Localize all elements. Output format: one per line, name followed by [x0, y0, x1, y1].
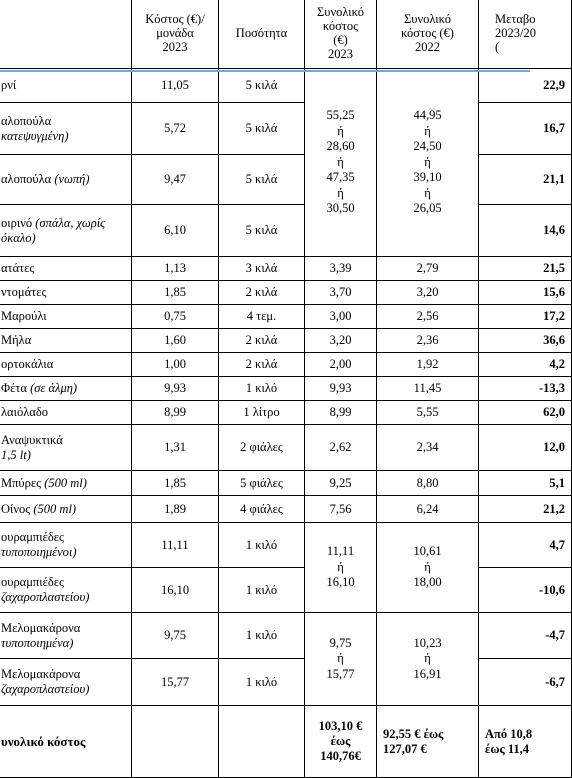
row-product: αλοπούλα (νωπή)	[0, 155, 132, 205]
table-row	[0, 471, 572, 496]
row-quantity: 1 κιλό	[219, 659, 305, 706]
row-total-2023: 2,00	[305, 353, 377, 377]
row-unit-cost: 1,00	[132, 353, 219, 377]
group-meat-total-2023: 55,25 ή 28,60 ή 47,35 ή 30,50	[305, 69, 377, 257]
row-change: 22,9	[479, 69, 572, 103]
row-total-2022: 2,34	[377, 425, 479, 471]
row-total-2023: 3,20	[305, 329, 377, 353]
row-quantity: 1 κιλό	[219, 523, 305, 568]
header-row	[0, 0, 572, 69]
row-quantity: 1 κιλό	[219, 613, 305, 659]
row-total-2022: 2,56	[377, 305, 479, 329]
row-change: 14,6	[479, 205, 572, 257]
row-change: -4,7	[479, 613, 572, 659]
row-unit-cost: 1,31	[132, 425, 219, 471]
row-total-2022: 1,92	[377, 353, 479, 377]
total-change: Από 10,8 έως 11,4	[479, 706, 572, 778]
total-empty-qty	[219, 706, 305, 778]
row-quantity: 2 κιλά	[219, 281, 305, 305]
row-unit-cost: 1,85	[132, 471, 219, 496]
group-kourabiedes-total-2023: 11,11 ή 16,10	[305, 523, 377, 613]
group-kourabiedes-total-2022: 10,61 ή 18,00	[377, 523, 479, 613]
row-total-2022: 8,80	[377, 471, 479, 496]
row-quantity: 5 κιλά	[219, 155, 305, 205]
row-change: -10,6	[479, 568, 572, 613]
row-change: 62,0	[479, 401, 572, 425]
header-total-2023: Συνολικό κόστος (€) 2023	[305, 0, 377, 69]
total-row	[0, 706, 572, 778]
row-unit-cost: 9,93	[132, 377, 219, 401]
row-total-2023: 3,39	[305, 257, 377, 281]
row-total-2023: 9,25	[305, 471, 377, 496]
table-row	[0, 69, 572, 103]
row-product: Φέτα (σε άλμη)	[0, 377, 132, 401]
header-quantity: Ποσότητα	[219, 0, 305, 69]
row-unit-cost: 8,99	[132, 401, 219, 425]
table-row	[0, 353, 572, 377]
total-cost-2022: 92,55 € έως 127,07 €	[377, 706, 479, 778]
row-total-2023: 8,99	[305, 401, 377, 425]
table-row	[0, 377, 572, 401]
row-unit-cost: 6,10	[132, 205, 219, 257]
row-product: οιρινό (σπάλα, χωρίς όκαλο)	[0, 205, 132, 257]
row-quantity: 5 κιλά	[219, 103, 305, 155]
table-row	[0, 205, 572, 257]
row-unit-cost: 0,75	[132, 305, 219, 329]
row-quantity: 2 κιλά	[219, 329, 305, 353]
table-row	[0, 305, 572, 329]
row-unit-cost: 1,85	[132, 281, 219, 305]
row-product: Οίνος (500 ml)	[0, 496, 132, 523]
table-row	[0, 496, 572, 523]
row-total-2023: 3,00	[305, 305, 377, 329]
row-quantity: 2 φιάλες	[219, 425, 305, 471]
header-total-2022: Συνολικό κόστος (€) 2022	[377, 0, 479, 69]
row-change: 17,2	[479, 305, 572, 329]
row-change: 21,5	[479, 257, 572, 281]
group-melomakarona-total-2023: 9,75 ή 15,77	[305, 613, 377, 706]
row-total-2022: 2,79	[377, 257, 479, 281]
row-product: Μελομακάρονα τυποποιημένα)	[0, 613, 132, 659]
header-product	[0, 0, 132, 69]
row-total-2023: 7,56	[305, 496, 377, 523]
row-change: 15,6	[479, 281, 572, 305]
row-total-2023: 3,70	[305, 281, 377, 305]
row-product: ατάτες	[0, 257, 132, 281]
row-total-2023: 2,62	[305, 425, 377, 471]
total-empty-unit	[132, 706, 219, 778]
row-product: Μπύρες (500 ml)	[0, 471, 132, 496]
row-unit-cost: 1,60	[132, 329, 219, 353]
row-unit-cost: 9,75	[132, 613, 219, 659]
table-row	[0, 103, 572, 155]
row-unit-cost: 1,89	[132, 496, 219, 523]
table-row	[0, 523, 572, 568]
row-change: -6,7	[479, 659, 572, 706]
row-product: ρνί	[0, 69, 132, 103]
row-unit-cost: 16,10	[132, 568, 219, 613]
row-quantity: 2 κιλά	[219, 353, 305, 377]
header-separator-line	[0, 70, 530, 72]
row-change: 16,7	[479, 103, 572, 155]
row-product: ουραμπιέδες ζαχαροπλαστείου)	[0, 568, 132, 613]
row-unit-cost: 9,47	[132, 155, 219, 205]
table-row	[0, 155, 572, 205]
group-meat-total-2022: 44,95 ή 24,50 ή 39,10 ή 26,05	[377, 69, 479, 257]
table-row	[0, 281, 572, 305]
row-quantity: 1 κιλό	[219, 568, 305, 613]
row-quantity: 4 φιάλες	[219, 496, 305, 523]
table-row	[0, 329, 572, 353]
row-quantity: 1 λίτρο	[219, 401, 305, 425]
row-change: 21,2	[479, 496, 572, 523]
row-product: λαιόλαδο	[0, 401, 132, 425]
table-row	[0, 401, 572, 425]
row-unit-cost: 15,77	[132, 659, 219, 706]
row-quantity: 5 κιλά	[219, 69, 305, 103]
row-unit-cost: 1,13	[132, 257, 219, 281]
row-quantity: 5 φιάλες	[219, 471, 305, 496]
header-unit-cost: Κόστος (€)/ μονάδα 2023	[132, 0, 219, 69]
row-quantity: 4 τεμ.	[219, 305, 305, 329]
table-row	[0, 425, 572, 471]
row-unit-cost: 11,05	[132, 69, 219, 103]
table-row	[0, 659, 572, 706]
row-change: -13,3	[479, 377, 572, 401]
row-total-2022: 11,45	[377, 377, 479, 401]
header-change: Μεταβο 2023/20 (	[479, 0, 572, 69]
row-product: αλοπούλα κατεψυγμένη)	[0, 103, 132, 155]
row-total-2022: 5,55	[377, 401, 479, 425]
row-quantity: 1 κιλό	[219, 377, 305, 401]
row-change: 5,1	[479, 471, 572, 496]
table-row	[0, 257, 572, 281]
table-row	[0, 613, 572, 659]
total-cost-2023: 103,10 € έως 140,76€	[305, 706, 377, 778]
row-product: Μελομακάρονα ζαχαροπλαστείου)	[0, 659, 132, 706]
row-change: 12,0	[479, 425, 572, 471]
row-product: Αναψυκτικά 1,5 lt)	[0, 425, 132, 471]
row-change: 4,2	[479, 353, 572, 377]
row-total-2022: 3,20	[377, 281, 479, 305]
row-total-2022: 6,24	[377, 496, 479, 523]
row-total-2022: 2,36	[377, 329, 479, 353]
row-unit-cost: 5,72	[132, 103, 219, 155]
row-change: 4,7	[479, 523, 572, 568]
table-row	[0, 568, 572, 613]
row-total-2023: 9,93	[305, 377, 377, 401]
total-label: υνολικό κόστος	[0, 706, 132, 778]
row-product: Μαρούλι	[0, 305, 132, 329]
row-quantity: 3 κιλά	[219, 257, 305, 281]
row-unit-cost: 11,11	[132, 523, 219, 568]
row-product: ορτοκάλια	[0, 353, 132, 377]
row-product: Μήλα	[0, 329, 132, 353]
row-product: ουραμπιέδες τυποποιημένοι)	[0, 523, 132, 568]
group-melomakarona-total-2022: 10,23 ή 16,91	[377, 613, 479, 706]
row-quantity: 5 κιλά	[219, 205, 305, 257]
row-product: ντομάτες	[0, 281, 132, 305]
row-change: 21,1	[479, 155, 572, 205]
row-change: 36,6	[479, 329, 572, 353]
